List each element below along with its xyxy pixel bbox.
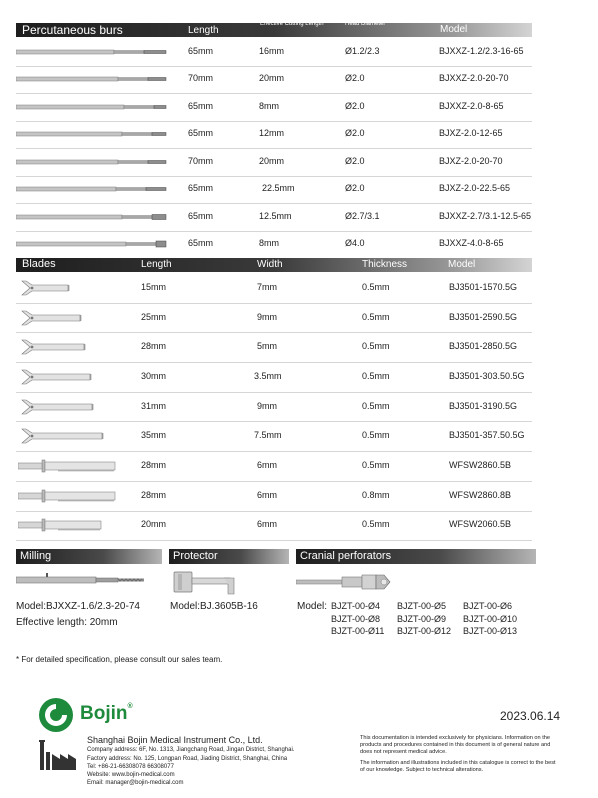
cranial-model: BJZT-00-Ø6: [463, 601, 513, 611]
bur-row: [16, 176, 532, 205]
protector-model: Model:BJ.3605B-16: [170, 601, 258, 612]
bur-cutting-length: 12.5mm: [259, 210, 292, 221]
factory-address: Factory address: No. 125, Longpan Road, Jiading District, Shanghai, China: [87, 756, 288, 762]
blade-model: WFSW2860.8B: [449, 489, 512, 500]
blade-row: [16, 392, 532, 423]
sagittal-blade-image: [18, 367, 108, 387]
bur-cutting-length: 12mm: [259, 128, 285, 139]
milling-bur-image: [16, 572, 156, 588]
sagittal-blade-image: [18, 308, 108, 328]
sagittal-blade-image: [18, 397, 108, 417]
brand-name: Bojin®: [80, 703, 133, 724]
bur-length: 65mm: [188, 183, 214, 194]
bur-length: 65mm: [188, 238, 214, 249]
bur-head-diameter: Ø2.0: [345, 155, 365, 166]
sagittal-blade-image: [18, 426, 108, 446]
bur-head-diameter: Ø4.0: [345, 238, 365, 249]
cranial-model: BJZT-00-Ø13: [463, 626, 518, 636]
blade-width: 9mm: [257, 311, 277, 322]
bur-image: [16, 211, 172, 223]
blade-model: BJ3501-303.50.5G: [449, 370, 525, 381]
blade-model: WFSW2060.5B: [449, 519, 512, 530]
blade-length: 25mm: [141, 311, 167, 322]
blade-model: BJ3501-1570.5G: [449, 281, 518, 292]
bur-row: [16, 231, 532, 260]
burs-header: [16, 23, 532, 37]
bur-head-diameter: Ø2.0: [345, 128, 365, 139]
bojin-logo-icon: [37, 696, 75, 734]
sagittal-blade-image: [18, 337, 108, 357]
blade-row: [16, 511, 532, 542]
blade-width: 6mm: [257, 460, 277, 471]
blade-row: [16, 273, 532, 304]
blade-model: WFSW2860.5B: [449, 460, 512, 471]
burs-col-effective: Effective Cutting Length: [260, 21, 324, 27]
cranial-model: BJZT-00-Ø10: [463, 614, 518, 624]
document-date: 2023.06.14: [500, 709, 561, 723]
bur-image: [16, 156, 172, 168]
bur-cutting-length: 8mm: [259, 238, 279, 249]
bur-head-diameter: Ø2.0: [345, 100, 365, 111]
blade-length: 31mm: [141, 400, 167, 411]
bur-image: [16, 73, 172, 85]
blade-row: [16, 422, 532, 453]
bur-row: [16, 203, 532, 232]
bur-image: [16, 238, 172, 250]
cranial-perforator-image: [296, 571, 396, 593]
blade-model: BJ3501-2850.5G: [449, 341, 518, 352]
disclaimer-accuracy: The information and illustrations included in this catalogue is correct to the best of our knowledge. Subject to technical alterations.: [360, 760, 556, 773]
milling-title: Milling: [20, 550, 52, 562]
blade-length: 30mm: [141, 370, 167, 381]
blade-row: [16, 332, 532, 363]
blade-row: [16, 362, 532, 393]
protector-header: [169, 549, 289, 564]
blade-thickness: 0.5mm: [362, 519, 390, 530]
blades-col-thickness: Thickness: [362, 259, 408, 270]
bur-cutting-length: 22.5mm: [262, 183, 295, 194]
cranial-model-label: Model:: [297, 601, 328, 612]
bur-row: [16, 66, 532, 95]
blade-width: 3.5mm: [254, 370, 282, 381]
burs-col-length: Length: [188, 25, 219, 36]
cranial-model: BJZT-00-Ø9: [397, 614, 447, 624]
blade-thickness: 0.5mm: [362, 341, 390, 352]
reciprocating-blade-image: [18, 487, 138, 505]
bur-length: 65mm: [188, 210, 214, 221]
disclaimer-physicians: This documentation is intended exclusively for physicians. Information on the products and procedures contained in this document is of general nature and does not represent medical advice.: [360, 735, 551, 755]
protector-title: Protector: [173, 550, 218, 562]
bur-head-diameter: Ø2.0: [345, 183, 365, 194]
bur-length: 70mm: [188, 155, 214, 166]
footnote: * For detailed specification, please consult our sales team.: [16, 655, 223, 664]
company-name: Shanghai Bojin Medical Instrument Co., Ltd.: [87, 735, 263, 745]
blade-thickness: 0.5mm: [362, 460, 390, 471]
protector-image: [172, 570, 242, 598]
factory-icon: [38, 738, 78, 770]
bur-image: [16, 46, 172, 58]
blade-width: 5mm: [257, 341, 277, 352]
bur-image: [16, 101, 172, 113]
bur-model: BJXZ-2.0-20-70: [439, 155, 503, 166]
website: Website: www.bojin-medical.com: [87, 772, 175, 778]
blades-col-length: Length: [141, 259, 172, 270]
bur-length: 65mm: [188, 45, 214, 56]
bur-head-diameter: Ø1.2/2.3: [345, 45, 380, 56]
blade-width: 7mm: [257, 281, 277, 292]
bur-head-diameter: Ø2.7/3.1: [345, 210, 380, 221]
burs-col-head: Head Diameter: [345, 21, 386, 27]
bur-model: BJXXZ-2.7/3.1-12.5-65: [439, 210, 532, 221]
sagittal-blade-image: [18, 278, 108, 298]
bur-length: 70mm: [188, 73, 214, 84]
registered-mark: ®: [127, 703, 133, 710]
bur-cutting-length: 20mm: [259, 155, 285, 166]
company-address: Company address: 6F, No. 1313, Jiangchang Road, Jingan District, Shanghai.: [87, 747, 295, 753]
bur-image: [16, 183, 172, 195]
bur-row: [16, 38, 532, 67]
blade-row: [16, 451, 532, 482]
bur-cutting-length: 16mm: [259, 45, 285, 56]
bur-model: BJXZ-2.0-12-65: [439, 128, 503, 139]
bur-model: BJXXZ-4.0-8-65: [439, 238, 504, 249]
bur-model: BJXXZ-2.0-8-65: [439, 100, 504, 111]
cranial-model: BJZT-00-Ø5: [397, 601, 447, 611]
cranial-title: Cranial perforators: [300, 550, 392, 562]
blade-width: 7.5mm: [254, 430, 282, 441]
bur-model: BJXXZ-2.0-20-70: [439, 73, 509, 84]
blade-model: BJ3501-357.50.5G: [449, 430, 525, 441]
blade-thickness: 0.5mm: [362, 430, 390, 441]
bur-length: 65mm: [188, 100, 214, 111]
email: Email: manager@bojin-medical.com: [87, 780, 184, 786]
blade-width: 6mm: [257, 519, 277, 530]
blade-length: 20mm: [141, 519, 167, 530]
bur-row: [16, 148, 532, 177]
blade-row: [16, 481, 532, 512]
bur-row: [16, 121, 532, 150]
burs-title: Percutaneous burs: [22, 23, 123, 37]
bur-model: BJXZ-2.0-22.5-65: [439, 183, 511, 194]
milling-model: Model:BJXXZ-1.6/2.3-20-74: [16, 601, 140, 612]
reciprocating-blade-image: [18, 516, 138, 534]
cranial-header: [296, 549, 536, 564]
blade-length: 15mm: [141, 281, 167, 292]
blades-col-model: Model: [448, 259, 476, 270]
bur-cutting-length: 8mm: [259, 100, 279, 111]
milling-effective-length: Effective length: 20mm: [16, 617, 118, 628]
blade-model: BJ3501-2590.5G: [449, 311, 518, 322]
blade-length: 28mm: [141, 341, 167, 352]
blades-col-width: Width: [257, 259, 283, 270]
bur-cutting-length: 20mm: [259, 73, 285, 84]
blades-title: Blades: [22, 258, 56, 270]
cranial-model: BJZT-00-Ø12: [397, 626, 452, 636]
bur-row: [16, 93, 532, 122]
blade-length: 35mm: [141, 430, 167, 441]
blade-width: 6mm: [257, 489, 277, 500]
telephone: Tel: +86-21-66308078 66308077: [87, 764, 174, 770]
milling-header: [16, 549, 162, 564]
blade-thickness: 0.5mm: [362, 311, 390, 322]
bur-model: BJXXZ-1.2/2.3-16-65: [439, 45, 524, 56]
cranial-model: BJZT-00-Ø11: [331, 626, 385, 636]
blade-model: BJ3501-3190.5G: [449, 400, 518, 411]
blade-thickness: 0.8mm: [362, 489, 390, 500]
reciprocating-blade-image: [18, 457, 138, 475]
cranial-model: BJZT-00-Ø4: [331, 601, 381, 611]
blade-width: 9mm: [257, 400, 277, 411]
cranial-model: BJZT-00-Ø8: [331, 614, 381, 624]
blade-length: 28mm: [141, 489, 167, 500]
blade-thickness: 0.5mm: [362, 400, 390, 411]
burs-col-model: Model: [440, 24, 468, 35]
blade-row: [16, 303, 532, 334]
blade-thickness: 0.5mm: [362, 370, 390, 381]
blades-header: [16, 258, 532, 272]
blade-length: 28mm: [141, 460, 167, 471]
bur-length: 65mm: [188, 128, 214, 139]
bur-head-diameter: Ø2.0: [345, 73, 365, 84]
blade-thickness: 0.5mm: [362, 281, 390, 292]
bur-image: [16, 128, 172, 140]
